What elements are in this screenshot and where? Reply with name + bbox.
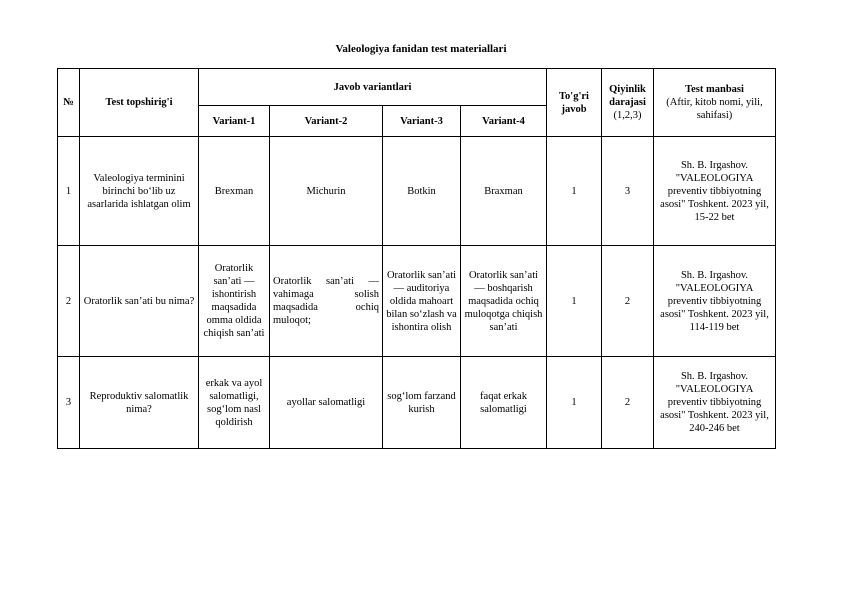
cell-variant-3: sog‘lom farzand kurish [383, 357, 461, 449]
header-source-label: Test manbasi [685, 84, 744, 95]
cell-source: Sh. B. Irgashov. "VALEOLOGIYA preventiv tibbiyotning asosi" Toshkent. 2023 yil, 240-246 bet [654, 357, 776, 449]
header-source-note: (Aftir, kitob nomi, yili, sahifasi) [666, 97, 763, 121]
cell-variant-3: Oratorlik san’ati — auditoriya oldida mahoart bilan so‘zlash va ishontira olish [383, 246, 461, 357]
header-variant-1: Variant-1 [199, 106, 270, 137]
cell-task: Oratorlik san’ati bu nima? [80, 246, 199, 357]
cell-difficulty: 2 [602, 246, 654, 357]
cell-variant-4: Oratorlik san’ati— boshqarish maqsadida ochiq muloqotga chiqish san’ati [461, 246, 547, 357]
cell-difficulty: 2 [602, 357, 654, 449]
page-title: Valeologiya fanidan test materiallari [335, 43, 507, 55]
header-variant-3: Variant-3 [383, 106, 461, 137]
cell-task: Reproduktiv salomatlik nima? [80, 357, 199, 449]
cell-source: Sh. B. Irgashov. "VALEOLOGIYA preventiv tibbiyotning asosi" Toshkent. 2023 yil, 15-22 bet [654, 137, 776, 246]
cell-variant-4: faqat erkak salomatligi [461, 357, 547, 449]
cell-variant-1: Brexman [199, 137, 270, 246]
cell-variant-3: Botkin [383, 137, 461, 246]
cell-variant-1: erkak va ayol salomatligi, sog‘lom nasl qoldirish [199, 357, 270, 449]
cell-variant-2: Michurin [270, 137, 383, 246]
header-num: № [58, 69, 80, 137]
cell-num: 3 [58, 357, 80, 449]
test-materials-table [57, 68, 776, 449]
header-difficulty [602, 69, 654, 137]
header-answers-group: Javob variantlari [199, 69, 547, 106]
header-variant-4: Variant-4 [461, 106, 547, 137]
cell-variant-2: Oratorlik san’ati — vahimaga solish maqsadida ochiq muloqot; [270, 246, 383, 357]
header-difficulty-range: (1,2,3) [613, 110, 642, 121]
header-task: Test topshirig'i [80, 69, 199, 137]
header-row-1 [58, 69, 776, 106]
header-correct: To'g'ri javob [547, 69, 602, 137]
cell-variant-2: ayollar salomatligi [270, 357, 383, 449]
cell-variant-1: Oratorlik san’ati — ishontirish maqsadida omma oldida chiqish san’ati [199, 246, 270, 357]
cell-num: 2 [58, 246, 80, 357]
cell-variant-4: Braxman [461, 137, 547, 246]
header-source [654, 69, 776, 137]
header-difficulty-label: Qiyinlik darajasi [609, 84, 646, 108]
cell-correct: 1 [547, 357, 602, 449]
table-row [58, 357, 776, 449]
cell-correct: 1 [547, 246, 602, 357]
cell-difficulty: 3 [602, 137, 654, 246]
table-row [58, 246, 776, 357]
cell-task: Valeologiya terminini birinchi bo‘lib uz asarlarida ishlatgan olim [80, 137, 199, 246]
header-variant-2: Variant-2 [270, 106, 383, 137]
table-row [58, 137, 776, 246]
cell-correct: 1 [547, 137, 602, 246]
cell-num: 1 [58, 137, 80, 246]
cell-source: Sh. B. Irgashov. "VALEOLOGIYA preventiv tibbiyotning asosi" Toshkent. 2023 yil, 114-119 bet [654, 246, 776, 357]
